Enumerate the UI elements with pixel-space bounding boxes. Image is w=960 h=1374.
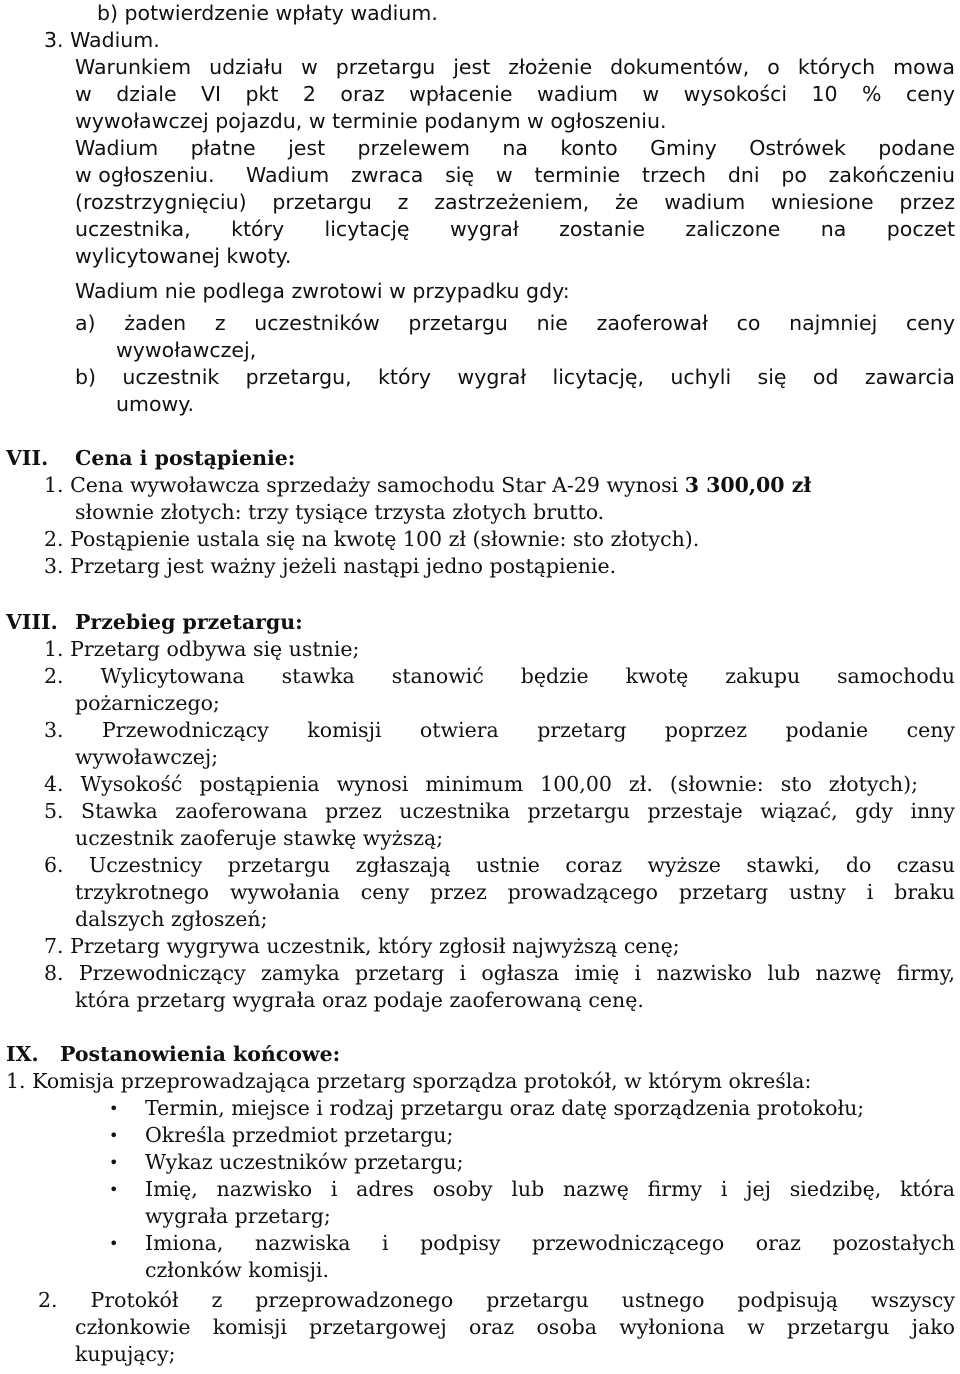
- text-line: dalszych zgłoszeń;: [75, 907, 268, 931]
- section-number: VII.: [6, 446, 49, 470]
- text-line: 3. Przetarg jest ważny jeżeli nastąpi jedno postąpienie.: [44, 554, 617, 578]
- bullet-item: • Określa przedmiot przetargu;: [145, 1122, 453, 1149]
- text-line: b) uczestnik przetargu, który wygrał licytację, uchyli się od zawarcia: [75, 365, 955, 389]
- list-item: 2. Protokół z przeprowadzonego przetargu ustnego podpisują wszyscy: [38, 1288, 955, 1312]
- list-item: 7. Przetarg wygrywa uczestnik, który zgłosił najwyższą cenę;: [44, 934, 680, 958]
- text-line: słownie złotych: trzy tysiące trzysta złotych brutto.: [75, 500, 605, 524]
- text-line: wylicytowanej kwoty.: [75, 244, 292, 268]
- text-line: uczestnik zaoferuje stawkę wyższą;: [75, 826, 444, 850]
- text-line: wywoławczej,: [116, 338, 257, 362]
- text-line: umowy.: [116, 392, 194, 416]
- list-item: 5. Stawka zaoferowana przez uczestnika przetargu przestaje wiązać, gdy inny: [44, 799, 955, 823]
- text-line: uczestnika, który licytację wygrał zostanie zaliczone na poczet: [75, 217, 955, 241]
- section-title: Przebieg przetargu:: [75, 610, 303, 634]
- bullet-item: • Imiona, nazwiska i podpisy przewodniczącego oraz pozostałych: [145, 1230, 955, 1257]
- text-line: pożarniczego;: [75, 691, 220, 715]
- text-line: 2. Postąpienie ustala się na kwotę 100 zł (słownie: sto złotych).: [44, 527, 700, 551]
- text-line: wygrała przetarg;: [145, 1204, 331, 1228]
- text-line: 3. Wadium.: [44, 28, 160, 52]
- text-line: b) potwierdzenie wpłaty wadium.: [97, 1, 438, 25]
- list-item: 4. Wysokość postąpienia wynosi minimum 100,00 zł. (słownie: sto złotych);: [44, 772, 918, 796]
- text-line: w ogłoszeniu.: [75, 163, 215, 187]
- section-number: VIII.: [6, 610, 58, 634]
- list-item: 1. Komisja przeprowadzająca przetarg sporządza protokół, w którym określa:: [6, 1069, 812, 1093]
- section-number: IX.: [6, 1042, 39, 1066]
- text-line: Warunkiem udziału w przetargu jest złożenie dokumentów, o których mowa: [75, 55, 955, 79]
- text-line: wywoławczej pojazdu, w terminie podanym w ogłoszeniu.: [75, 109, 667, 133]
- text-line: Wadium nie podlega zwrotowi w przypadku gdy:: [75, 279, 570, 303]
- text-line: (rozstrzygnięciu) przetargu z zastrzeżeniem, że wadium wniesione przez: [75, 190, 955, 214]
- text-segment: 1. Cena wywoławcza sprzedaży samochodu Star A-29 wynosi: [44, 473, 685, 497]
- list-item: 1. Przetarg odbywa się ustnie;: [44, 637, 360, 661]
- text-line: a) żaden z uczestników przetargu nie zaoferował co najmniej ceny: [75, 311, 955, 335]
- text-line: członkowie komisji przetargowej oraz osoba wyłoniona w przetargu jako: [75, 1315, 955, 1339]
- list-item: 8. Przewodniczący zamyka przetarg i ogłasza imię i nazwisko lub nazwę firmy,: [44, 961, 955, 985]
- text-line: w dziale VI pkt 2 oraz wpłacenie wadium w wysokości 10 % ceny: [75, 82, 955, 106]
- text-line: która przetarg wygrała oraz podaje zaoferowaną cenę.: [75, 988, 644, 1012]
- section-title: Postanowienia końcowe:: [60, 1042, 341, 1066]
- text-line: Wadium płatne jest przelewem na konto Gminy Ostrówek podane: [75, 136, 955, 160]
- text-line: członków komisji.: [145, 1258, 330, 1282]
- text-line: wywoławczej;: [75, 745, 219, 769]
- bullet-item: • Wykaz uczestników przetargu;: [145, 1149, 463, 1176]
- text-line: [44, 472, 811, 499]
- bullet-item: • Termin, miejsce i rodzaj przetargu oraz datę sporządzenia protokołu;: [145, 1095, 864, 1122]
- section-title: Cena i postąpienie:: [75, 446, 296, 470]
- list-item: 6. Uczestnicy przetargu zgłaszają ustnie coraz wyższe stawki, do czasu: [44, 853, 955, 877]
- text-line: kupujący;: [75, 1342, 176, 1366]
- list-item: 3. Przewodniczący komisji otwiera przetarg poprzez podanie ceny: [44, 718, 955, 742]
- bullet-item: • Imię, nazwisko i adres osoby lub nazwę firmy i jej siedzibę, która: [145, 1176, 955, 1203]
- list-item: 2. Wylicytowana stawka stanowić będzie kwotę zakupu samochodu: [44, 664, 955, 688]
- text-line: Wadium zwraca się w terminie trzech dni po zakończeniu: [246, 163, 955, 187]
- text-line: trzykrotnego wywołania ceny przez prowadzącego przetarg ustny i braku: [75, 880, 955, 904]
- price-value: 3 300,00 zł: [684, 473, 812, 497]
